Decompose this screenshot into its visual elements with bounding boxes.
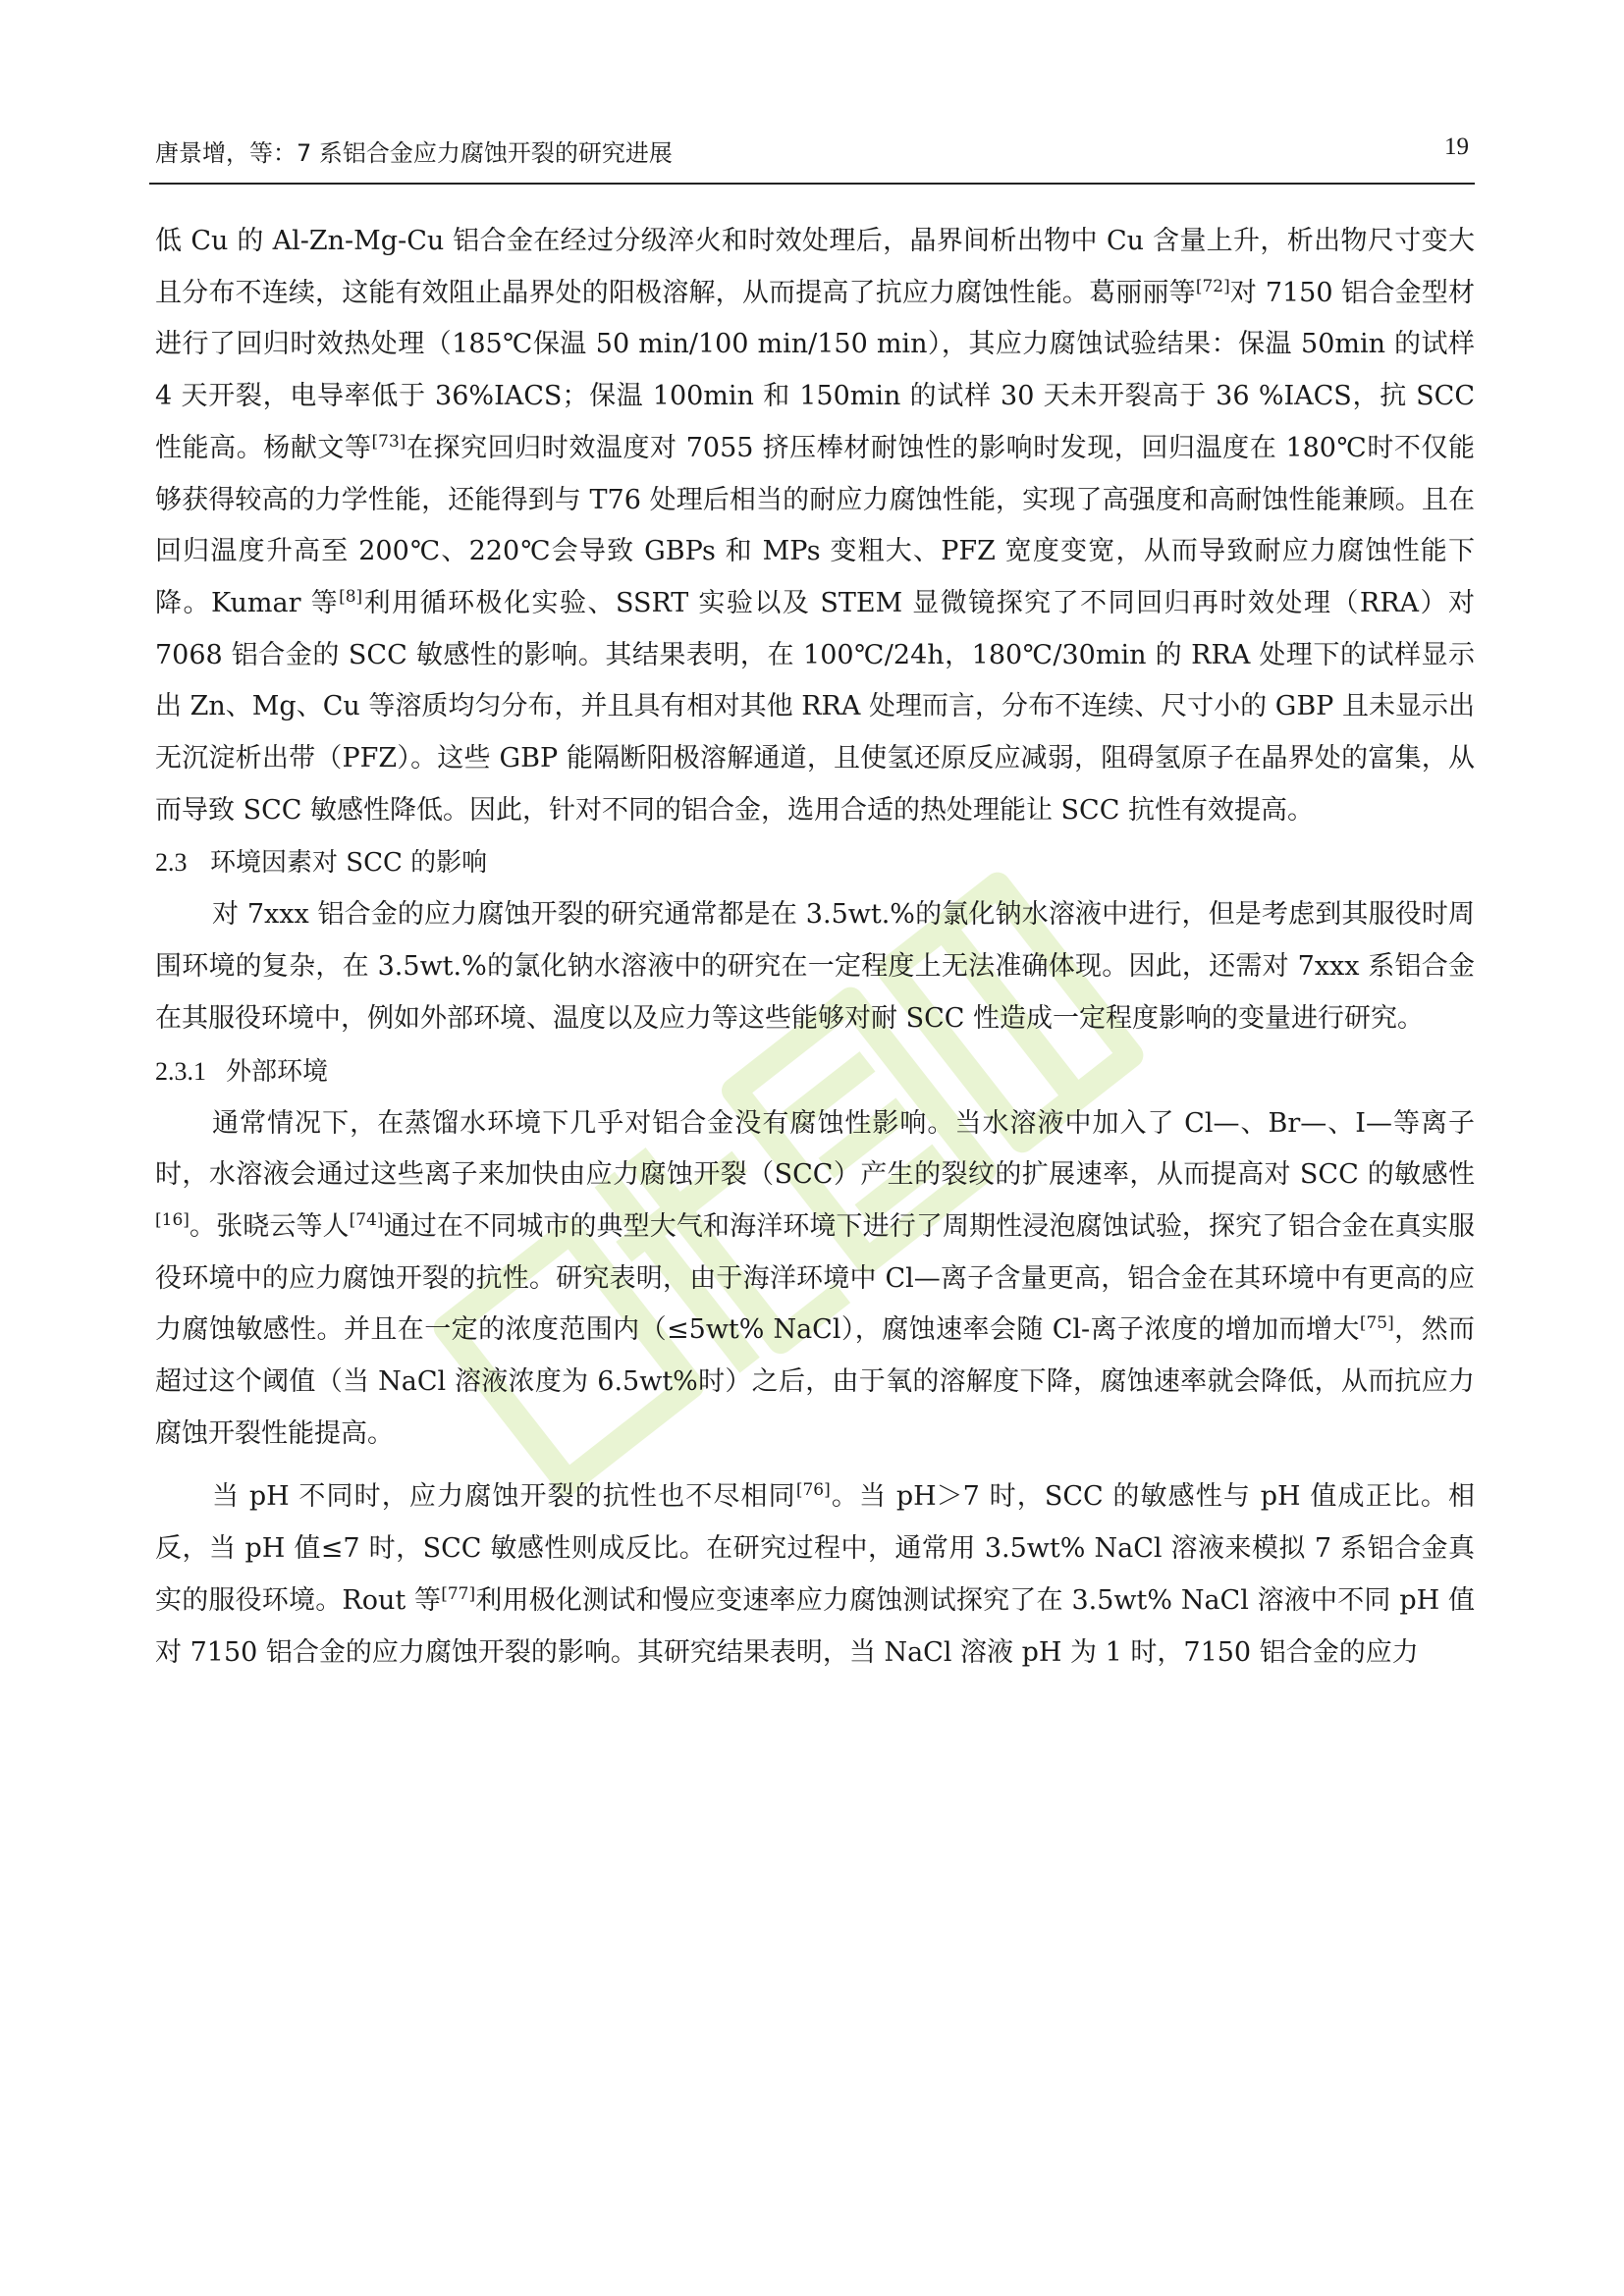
text-run: 。张晓云等人 xyxy=(189,1210,350,1242)
text-run: 通过在不同城市的典型大气和海洋环境下进行了周期性浸泡腐蚀试验，探究了铝合金在真实服役环境中的应力腐蚀开裂的抗性。研究表明，由于海洋环境中 Cl—离子含量更高，铝合金在其环境中有更高的应力腐蚀敏感性。并且在一定的浓度范围内（≤5wt% NaCl），腐蚀速率会随 Cl-离子浓度的增加而增大 xyxy=(155,1210,1476,1346)
citation: [16] xyxy=(155,1209,189,1230)
text-run: 对 7150 铝合金型材进行了回归时效热处理（185℃保温 50 min/100 min/150 min），其应力腐蚀试验结果：保温 50min 的试样 4 天开裂，电导率低于 36%IACS；保温 100min 和 150min 的试样 30 天未开裂高于 36 %IACS，抗 SCC 性能高。杨献文等 xyxy=(155,277,1475,463)
text-run: 低 Cu 的 Al-Zn-Mg-Cu 铝合金在经过分级淬火和时效处理后，晶界间析出物中 Cu 含量上升，析出物尺寸变大且分布不连续，这能有效阻止晶界处的阳极溶解，从而提高了抗应力腐蚀性能。葛丽丽等 xyxy=(155,226,1475,308)
citation: [72] xyxy=(1195,276,1230,296)
citation: [76] xyxy=(795,1480,831,1501)
text-run: 在探究回归时效温度对 7055 挤压棒材耐蚀性的影响时发现，回归温度在 180℃时不仅能够获得较高的力学性能，还能得到与 T76 处理后相当的耐应力腐蚀性能，实现了高强度和高耐蚀性能兼顾。且在回归温度升高至 200℃、220℃会导致 GBPs 和 MPs 变粗大、PFZ 宽度变宽，从而导致耐应力腐蚀性能下降。Kumar 等 xyxy=(155,432,1476,618)
section-number: 2.3 xyxy=(155,848,188,878)
section-title: 环境因素对 SCC 的影响 xyxy=(210,848,488,879)
running-title: 唐景增，等：7 系铝合金应力腐蚀开裂的研究进展 xyxy=(155,139,673,167)
text-run: 。当 pH＞7 时，SCC 的敏感性与 pH 值成正比。相反，当 pH 值≤7 时，SCC 敏感性则成反比。在研究过程中，通常用 3.5wt% NaCl 溶液来模拟 7 系铝合金真实的服役环境。Rout 等 xyxy=(155,1481,1475,1616)
text-run: ，然而超过这个阈值（当 NaCl 溶液浓度为 6.5wt%时）之后，由于氧的溶解度下降，腐蚀速率就会降低，从而抗应力腐蚀开裂性能提高。 xyxy=(155,1314,1476,1449)
text-run: 当 pH 不同时，应力腐蚀开裂的抗性也不尽相同 xyxy=(212,1481,796,1513)
section-title: 外部环境 xyxy=(226,1056,329,1087)
text-run: 利用循环极化实验、SSRT 实验以及 STEM 显微镜探究了不同回归再时效处理（RRA）对 7068 铝合金的 SCC 敏感性的影响。其结果表明，在 100℃/24h，180℃/30min 的 RRA 处理下的试样显示出 Zn、Mg、Cu 等溶质均匀分布，并且具有相对其他 RRA 处理而言，分布不连续、尺寸小的 GBP 且未显示出无沉淀析出带（PFZ）。这些 GBP 能隔断阳极溶解通道，且使氢还原反应减弱，阻碍氢原子在晶界处的富集，从而导致 SCC 敏感性降低。因此，针对不同的铝合金，选用合适的热处理能让 SCC 抗性有效提高。 xyxy=(155,587,1476,826)
page-number: 19 xyxy=(1444,133,1469,160)
paragraph-external-environment xyxy=(155,1098,1475,1461)
section-heading-2-3-1 xyxy=(155,1045,1475,1098)
text-run: 利用极化测试和慢应变速率应力腐蚀测试探究了在 3.5wt% NaCl 溶液中不同 pH 值对 7150 铝合金的应力腐蚀开裂的影响。其研究结果表明，当 NaCl 溶液 pH 为 1 时，7150 铝合金的应力 xyxy=(155,1584,1476,1668)
paragraph-environment-intro: 对 7xxx 铝合金的应力腐蚀开裂的研究通常都是在 3.5wt.%的氯化钠水溶液中进行，但是考虑到其服役时周围环境的复杂，在 3.5wt.%的氯化钠水溶液中的研究在一定程度上无法准确体现。因此，还需对 7xxx 系铝合金在其服役环境中，例如外部环境、温度以及应力等这些能够对耐 SCC 性造成一定程度影响的变量进行研究。 xyxy=(155,899,1475,1034)
body-text xyxy=(155,216,1475,1679)
paragraph-ph-effect xyxy=(155,1471,1475,1679)
citation: [77] xyxy=(441,1583,476,1604)
text-run: 通常情况下，在蒸馏水环境下几乎对铝合金没有腐蚀性影响。当水溶液中加入了 Cl—、Br—、I—等离子时，水溶液会通过这些离子来加快由应力腐蚀开裂（SCC）产生的裂纹的扩展速率，从而提高对 SCC 的敏感性 xyxy=(155,1107,1475,1191)
paragraph-heat-treatment xyxy=(155,216,1475,836)
section-number: 2.3.1 xyxy=(155,1056,206,1086)
header-rule xyxy=(149,183,1475,185)
citation: [8] xyxy=(339,586,363,607)
section-heading-2-3 xyxy=(155,836,1475,889)
citation: [73] xyxy=(371,431,406,452)
running-header xyxy=(155,130,1469,169)
citation: [74] xyxy=(349,1209,384,1230)
citation: [75] xyxy=(1359,1313,1394,1334)
